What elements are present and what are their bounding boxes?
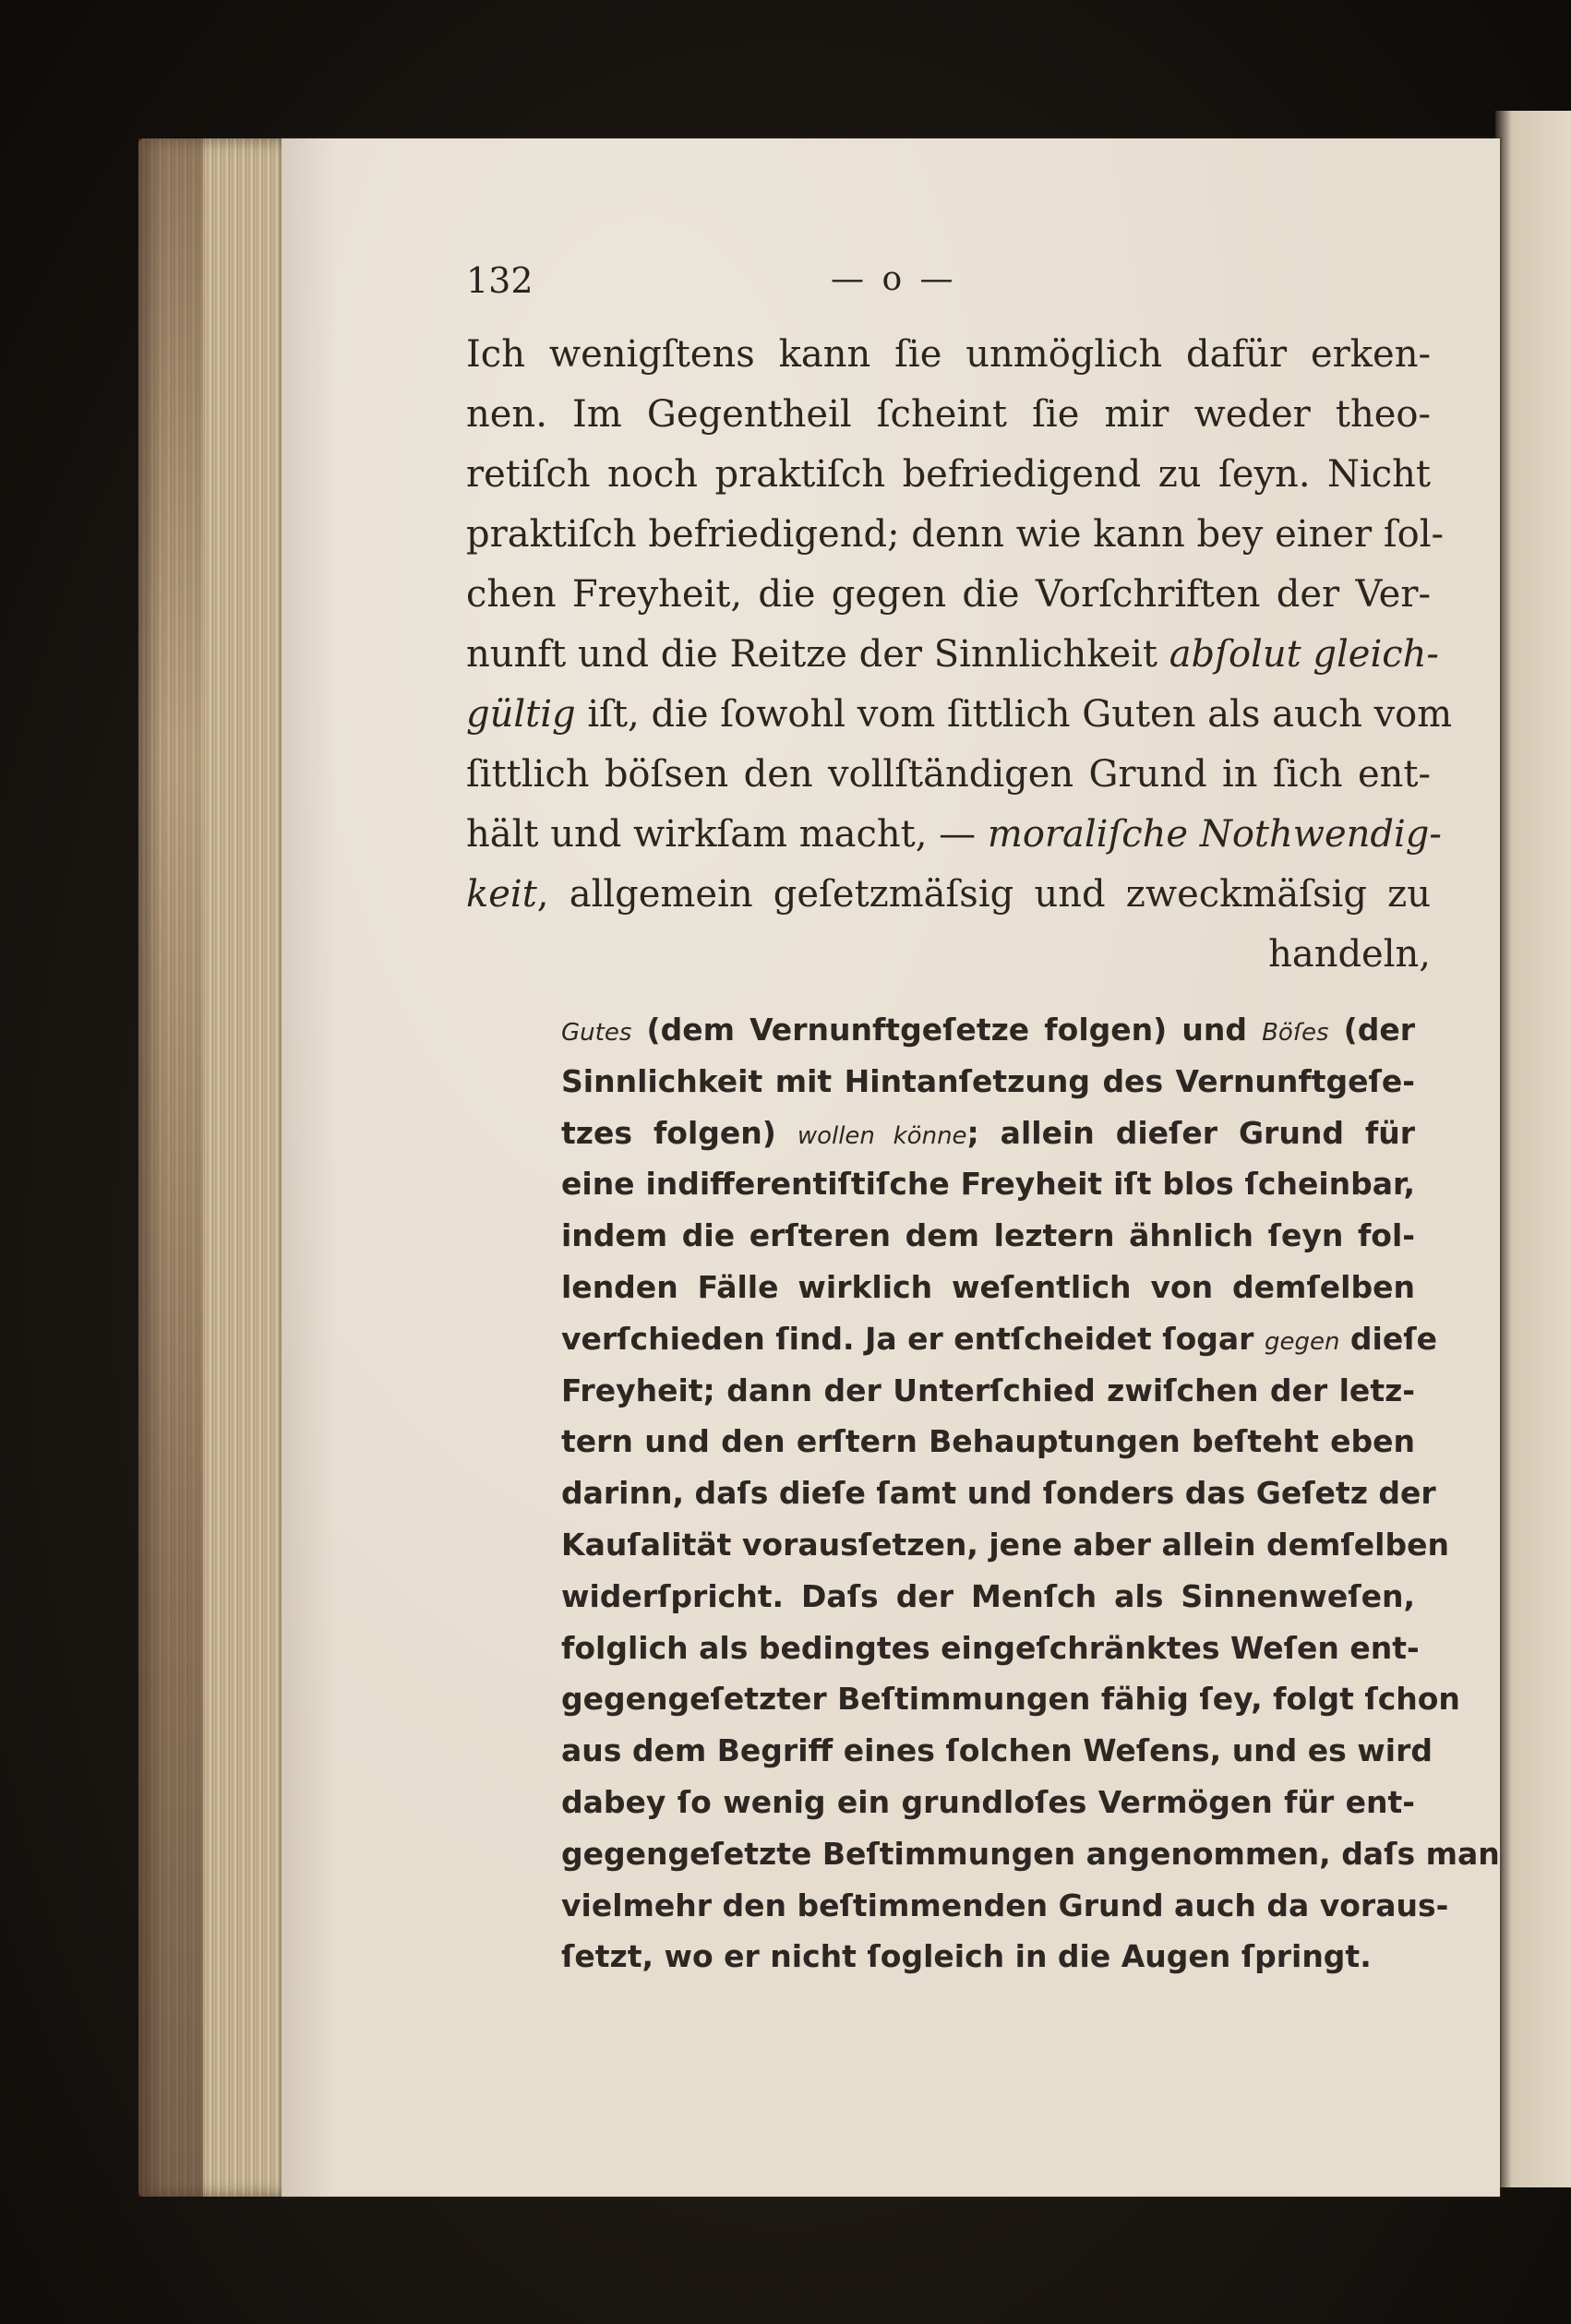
footnote-line — [561, 1056, 1415, 1108]
emphasized-text: keit — [466, 873, 537, 916]
footnote-line — [561, 1210, 1415, 1262]
text-segment: (dem Vernunftgeſetze folgen) und — [631, 1012, 1263, 1048]
emphasized-text: gegen — [1264, 1327, 1340, 1356]
footnote-line — [561, 1828, 1500, 1880]
page-number: 132 — [466, 260, 534, 301]
footnote-line — [561, 1519, 1449, 1571]
text-segment: dieſe — [1339, 1320, 1437, 1357]
text-segment: Sinnlichkeit mit Hintanſetzung des Vernunftgeſe- — [561, 1062, 1415, 1099]
emphasized-text: Gutes — [561, 1019, 632, 1047]
footnote-line — [561, 1365, 1415, 1417]
text-segment: retiſch noch praktiſch befriedigend zu ſeyn. Nicht — [466, 453, 1431, 496]
footnote-line — [561, 1262, 1415, 1313]
footnote-line — [561, 1931, 1415, 1983]
text-segment: tzes folgen) — [561, 1114, 797, 1151]
text-segment: nunft und die Reitze der Sinnlichkeit — [466, 633, 1169, 676]
text-segment: eine indifferentiſtiſche Freyheit iſt blos ſcheinbar, — [561, 1166, 1415, 1203]
text-line — [466, 625, 1439, 685]
text-segment: Ich wenigſtens kann ſie unmöglich dafür erken- — [466, 333, 1431, 376]
text-segment: iſt, die ſowohl vom ſittlich Guten als auch vom — [575, 693, 1453, 736]
main-text-block — [466, 325, 1453, 985]
footnote-line — [561, 1416, 1415, 1467]
text-line — [466, 865, 1431, 925]
header-ornament: — o — — [831, 260, 957, 298]
text-segment: hält und wirkſam macht, — — [466, 813, 988, 856]
text-segment: vielmehr den beſtimmenden Grund auch da voraus- — [561, 1887, 1449, 1923]
footnote-line — [561, 1313, 1437, 1365]
text-segment: aus dem Begriff eines ſolchen Weſens, und es wird — [561, 1732, 1433, 1769]
text-line — [466, 685, 1453, 745]
text-segment: indem die erſteren dem leztern ähnlich ſeyn fol- — [561, 1217, 1415, 1254]
emphasized-text: abſolut gleich- — [1169, 633, 1439, 676]
text-segment: dabey ſo wenig ein grundloſes Vermögen für ent- — [561, 1783, 1415, 1820]
text-segment: widerſpricht. Daſs der Menſch als Sinnenweſen, — [561, 1577, 1415, 1614]
text-line — [466, 925, 1431, 985]
footnote-line — [561, 1158, 1415, 1210]
text-segment: gegengeſetzter Beſtimmungen fähig ſey, folgt ſchon — [561, 1681, 1460, 1718]
text-segment: nen. Im Gegentheil ſcheint ſie mir weder theo- — [466, 393, 1431, 436]
emphasized-text: moraliſche Nothwendig- — [987, 813, 1442, 856]
text-segment: tern und den erſtern Behauptungen beſteht eben — [561, 1423, 1415, 1460]
text-line — [466, 805, 1442, 865]
text-segment: chen Freyheit, die gegen die Vorſchriften der Ver- — [466, 573, 1431, 616]
text-segment: ſittlich böſsen den vollſtändigen Grund in ſich ent- — [466, 753, 1431, 796]
emphasized-text: Böſes — [1262, 1019, 1329, 1047]
emphasized-text: gültig — [466, 693, 576, 736]
text-segment: folglich als bedingtes eingeſchränktes Weſen ent- — [561, 1629, 1420, 1666]
text-segment: darinn, daſs dieſe ſamt und ſonders das Geſetz der — [561, 1475, 1436, 1512]
footnote-line — [561, 1571, 1415, 1623]
footnote-line — [561, 1673, 1460, 1725]
footnote-line — [561, 1725, 1433, 1777]
text-segment: (der — [1328, 1012, 1415, 1048]
text-segment: lenden Fälle wirklich weſentlich von demſelben — [561, 1268, 1415, 1305]
footnote-line — [561, 1467, 1436, 1519]
text-line — [466, 385, 1431, 445]
page-edge-staining — [138, 138, 203, 2197]
emphasized-text: wollen könne — [797, 1121, 967, 1150]
text-line — [466, 565, 1431, 625]
text-segment: Kauſalität vorausſetzen, jene aber allein demſelben — [561, 1526, 1449, 1563]
footnote-block — [561, 1004, 1500, 1983]
page-header — [466, 260, 1426, 316]
text-segment: handeln, — [1268, 933, 1431, 976]
text-segment: Freyheit; dann der Unterſchied zwiſchen der letz- — [561, 1372, 1415, 1408]
text-line — [466, 505, 1445, 565]
footnote-line — [561, 1623, 1420, 1674]
footnote-line — [561, 1108, 1415, 1159]
text-segment: praktiſch befriedigend; denn wie kann bey einer ſol- — [466, 513, 1445, 556]
facing-page-edge — [1495, 111, 1571, 2187]
footnote-line — [561, 1777, 1415, 1828]
text-segment: verſchieden ſind. Ja er entſcheidet ſogar — [561, 1320, 1265, 1357]
footnote-line — [561, 1004, 1415, 1056]
footnote-line — [561, 1880, 1449, 1932]
text-segment: gegengeſetzte Beſtimmungen angenommen, daſs man — [561, 1835, 1500, 1872]
text-line — [466, 325, 1431, 385]
text-segment: , allgemein geſetzmäſsig und zweckmäſsig zu — [536, 873, 1431, 916]
text-line — [466, 445, 1431, 505]
book-page-edges — [138, 138, 291, 2197]
text-segment: ; allein dieſer Grund für — [966, 1114, 1416, 1151]
text-line — [466, 745, 1431, 805]
text-segment: ſetzt, wo er nicht ſogleich in die Augen ſpringt. — [561, 1938, 1372, 1975]
